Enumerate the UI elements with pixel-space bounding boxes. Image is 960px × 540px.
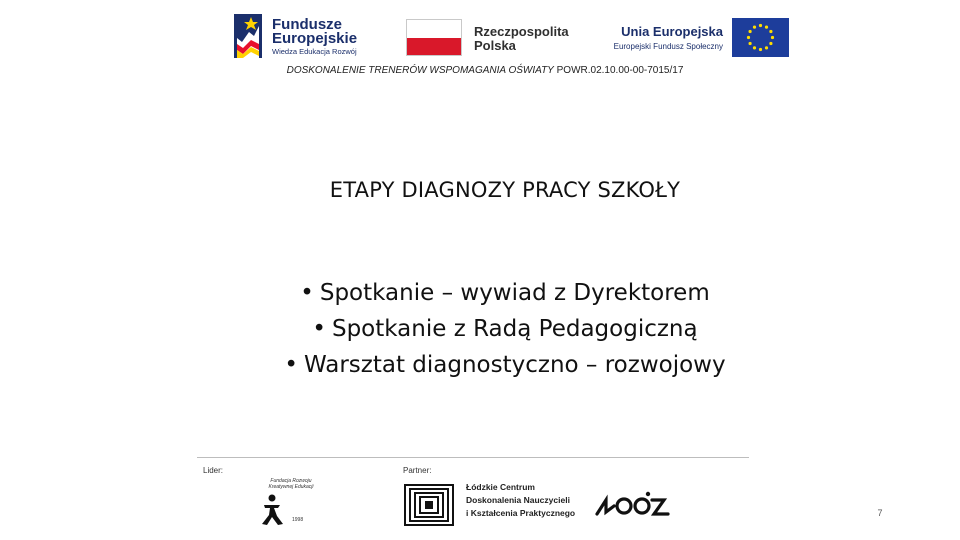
fe-logo-line1: Fundusze (272, 16, 342, 33)
lodz-city-logo-icon (594, 488, 674, 520)
ldn-square-logo-icon (404, 484, 454, 526)
project-code: POWR.02.10.00-00-7015/17 (556, 65, 684, 76)
bullet-item (0, 275, 960, 311)
footer-divider (197, 457, 749, 458)
bullet-text: Warsztat diagnostyczno – rozwojowy (303, 352, 726, 378)
partner-line: Doskonalenia Nauczycieli (466, 495, 570, 505)
bullet-text: Spotkanie – wywiad z Dyrektorem (319, 280, 710, 306)
partner-label: Partner: (403, 466, 432, 475)
rp-logo-line2: Polska (474, 38, 516, 53)
bullet-marker: • (300, 280, 314, 306)
running-figure-icon (258, 494, 288, 526)
eu-logo-line2: Europejski Fundusz Społeczny (613, 42, 723, 51)
bullet-item (0, 347, 960, 383)
bullet-list (0, 275, 960, 383)
lider-logo (258, 478, 318, 526)
page-number: 7 (877, 508, 883, 518)
bullet-marker: • (312, 316, 326, 342)
lider-logo-year: 1998 (292, 517, 304, 523)
lider-label: Lider: (203, 466, 224, 475)
fe-star-flag-icon (234, 14, 262, 58)
rp-logo-line1: Rzeczpospolita (474, 24, 569, 39)
project-reference (0, 65, 960, 76)
partner-line: Łódzkie Centrum (466, 482, 535, 492)
project-name: DOSKONALENIE TRENERÓW WSPOMAGANIA OŚWIATY (286, 65, 554, 76)
eu-logo-line1: Unia Europejska (621, 24, 723, 39)
eu-flag-icon (732, 18, 789, 57)
poland-flag-icon (406, 19, 462, 56)
partner-name (466, 481, 575, 520)
partner-line: i Kształcenia Praktycznego (466, 508, 576, 518)
bullet-item (0, 311, 960, 347)
fe-logo-line2: Europejskie (272, 30, 358, 47)
fe-logo-subtitle: Wiedza Edukacja Rozwój (272, 47, 357, 56)
slide-title: ETAPY DIAGNOZY PRACY SZKOŁY (329, 178, 681, 202)
lider-logo-text: Fundacja Rozwoju Kreatywnej Edukacji (268, 478, 314, 490)
bullet-marker: • (284, 352, 298, 378)
fundusze-europejskie-logo (234, 14, 374, 58)
bullet-text: Spotkanie z Radą Pedagogiczną (331, 316, 698, 342)
